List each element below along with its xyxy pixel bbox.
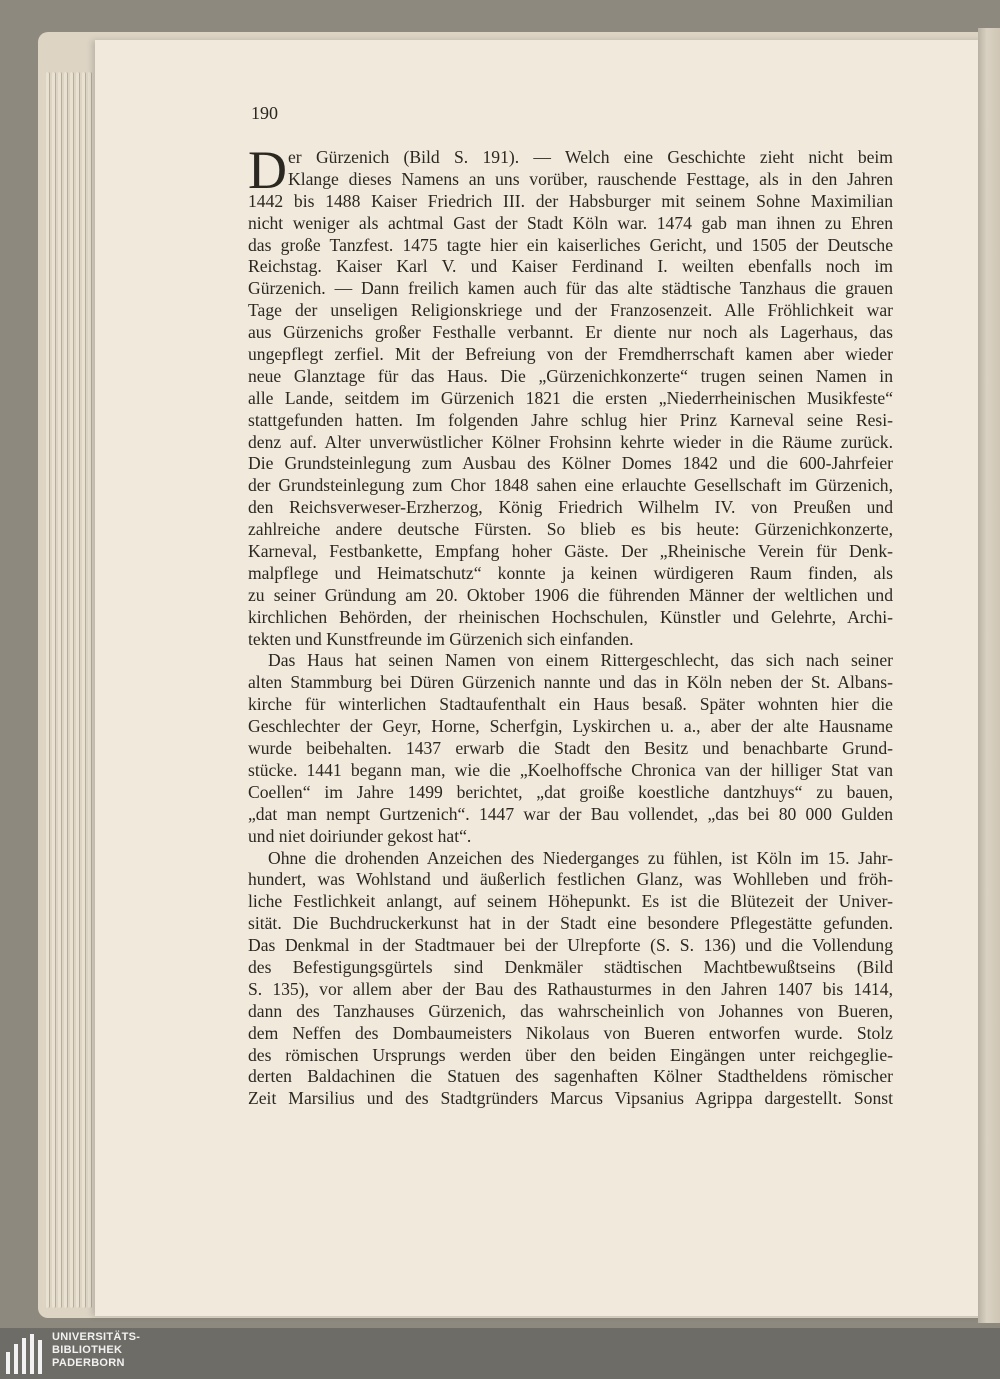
text-line: dann des Tanzhauses Gürzenich, das wahrscheinlich von Johannes von Bueren, (248, 1000, 893, 1021)
text-line: neue Glanztage für das Haus. Die „Gürzenichkonzerte“ trugen seinen Namen in (248, 365, 893, 386)
text-line: alle Lande, seitdem im Gürzenich 1821 die ersten „Niederrheinischen Musikfeste“ (248, 387, 893, 408)
text-line: denz auf. Alter unverwüstlicher Kölner Frohsinn kehrte wieder in die Räume zurück. (248, 431, 893, 452)
book-spine (978, 28, 1000, 1323)
text-line: Tage der unseligen Religionskriege und der Franzosenzeit. Alle Fröhlichkeit war (248, 300, 893, 321)
text-line: kirche für winterlichen Stadtaufenthalt ein Haus besaß. Später wohnten hier die (248, 694, 893, 715)
text-line: nicht weniger als achtmal Gast der Stadt Köln war. 1474 gab man ihnen zu Ehren (248, 212, 893, 233)
text-line: Karneval, Festbankette, Empfang hoher Gäste. Der „Rheinische Verein für Denk- (248, 541, 893, 562)
text-line: Zeit Marsilius und des Stadtgründers Marcus Vipsanius Agrippa dargestellt. Sonst (248, 1088, 893, 1109)
text-line: er Gürzenich (Bild S. 191). — Welch eine Geschichte zieht nicht beim (288, 147, 893, 167)
text-line: Das Haus hat seinen Namen von einem Rittergeschlecht, das sich nach seiner (268, 650, 893, 671)
text-line: S. 135), vor allem aber der Bau des Rathausturmes in den Jahren 1407 bis 1414, (248, 978, 893, 999)
text-line: 1442 bis 1488 Kaiser Friedrich III. der Habsburger mit seinem Sohne Maximilian (248, 190, 893, 211)
text-line: alten Stammburg bei Düren Gürzenich nannte und das in Köln neben der St. Albans- (248, 672, 893, 693)
text-line: des Befestigungsgürtels sind Denkmäler städtischen Machtbewußtseins (Bild (248, 956, 893, 977)
text-line: des römischen Ursprungs werden über den beiden Eingängen unter reichgeglie- (248, 1044, 893, 1065)
text-line: Gürzenich. — Dann freilich kamen auch für das alte städtische Tanzhaus die grauen (248, 278, 893, 299)
text-line: Das Denkmal in der Stadtmauer bei der Ulrepforte (S. S. 136) und die Vollendung (248, 935, 893, 956)
text-line: „dat man nempt Gurtzenich“. 1447 war der Bau vollendet, „das bei 80 000 Gulden (248, 803, 893, 824)
text-line: zu seiner Gründung am 20. Oktober 1906 die führenden Männer der weltlichen und (248, 584, 893, 605)
text-line: Die Grundsteinlegung zum Ausbau des Kölner Domes 1842 und die 600-Jahrfeier (248, 453, 893, 474)
library-logo-icon (6, 1334, 46, 1374)
text-line: ungepflegt zerfiel. Mit der Befreiung von der Fremdherrschaft kamen aber wieder (248, 344, 893, 365)
text-line: liche Festlichkeit anlangt, auf seinem Höhepunkt. Es ist die Blütezeit der Univer- (248, 891, 893, 912)
body-text (248, 140, 893, 1110)
text-line: der Grundsteinlegung zum Chor 1848 sahen eine erlauchte Gesellschaft im Gürzenich, (248, 475, 893, 496)
text-line: das große Tanzfest. 1475 tagte hier ein kaiserliches Gericht, und 1505 der Deutsche (248, 234, 893, 255)
page-edge (46, 72, 50, 1308)
text-line: aus Gürzenichs großer Festhalle verbannt. Er diente nur noch als Lagerhaus, das (248, 322, 893, 343)
text-line: Reichstag. Kaiser Karl V. und Kaiser Ferdinand I. weilten ebenfalls noch im (248, 256, 893, 277)
text-line: stücke. 1441 begann man, wie die „Koelhoffsche Chronica van der hilliger Stat van (248, 759, 893, 780)
text-line: Geschlechter der Geyr, Horne, Scherfgin, Lyskirchen u. a., aber der alte Hausname (248, 716, 893, 737)
library-footer (0, 1328, 1000, 1379)
text-line: dem Neffen des Dombaumeisters Nikolaus von Bueren entworfen wurde. Stolz (248, 1022, 893, 1043)
page-edge (58, 72, 62, 1308)
text-line: malpflege und Heimatschutz“ konnte ja keinen würdigeren Raum finden, als (248, 562, 893, 583)
drop-cap: D (248, 140, 287, 200)
text-line: wurde beibehalten. 1437 erwarb die Stadt den Besitz und benachbarte Grund- (248, 738, 893, 759)
library-name (52, 1331, 140, 1370)
library-name-line: BIBLIOTHEK (52, 1344, 123, 1356)
page-edge (52, 72, 56, 1308)
page-edge (82, 72, 86, 1308)
text-line: den Reichsverweser-Erzherzog, König Friedrich Wilhelm IV. von Preußen und (248, 497, 893, 518)
text-line: Klange dieses Namens an uns vorüber, rauschende Festtage, als in den Jahren (288, 168, 893, 189)
library-name-line: PADERBORN (52, 1357, 125, 1369)
text-line: derten Baldachinen die Statuen des sagenhaften Kölner Stadtheldens römischer (248, 1066, 893, 1087)
text-line: zahlreiche andere deutsche Fürsten. So blieb es bis heute: Gürzenichkonzerte, (248, 519, 893, 540)
page-edge (70, 72, 74, 1308)
text-line: tekten und Kunstfreunde im Gürzenich sich einfanden. (248, 628, 634, 649)
text-line: hundert, was Wohlstand und äußerlich festlichen Glanz, was Wohlleben und fröh- (248, 869, 893, 890)
library-name-line: UNIVERSITÄTS- (52, 1331, 141, 1343)
page-number: 190 (251, 103, 278, 123)
text-line: Coellen“ im Jahre 1499 berichtet, „dat groiße koestliche dantzhuys“ zu bauen, (248, 781, 893, 802)
page-edge (88, 72, 92, 1308)
text-line: stattgefunden hatten. Im folgenden Jahre schlug hier Prinz Karneval seine Resi- (248, 409, 893, 430)
text-line: kirchlichen Behörden, der rheinischen Hochschulen, Künstler und Gelehrte, Archi- (248, 606, 893, 627)
text-line: Ohne die drohenden Anzeichen des Niederganges zu fühlen, ist Köln im 15. Jahr- (268, 847, 893, 868)
text-line: sität. Die Buchdruckerkunst hat in der Stadt eine besondere Pflegestätte gefunden. (248, 913, 893, 934)
text-line: und niet doiriunder gekost hat“. (248, 825, 472, 846)
page-edge (76, 72, 80, 1308)
page-edge (64, 72, 68, 1308)
